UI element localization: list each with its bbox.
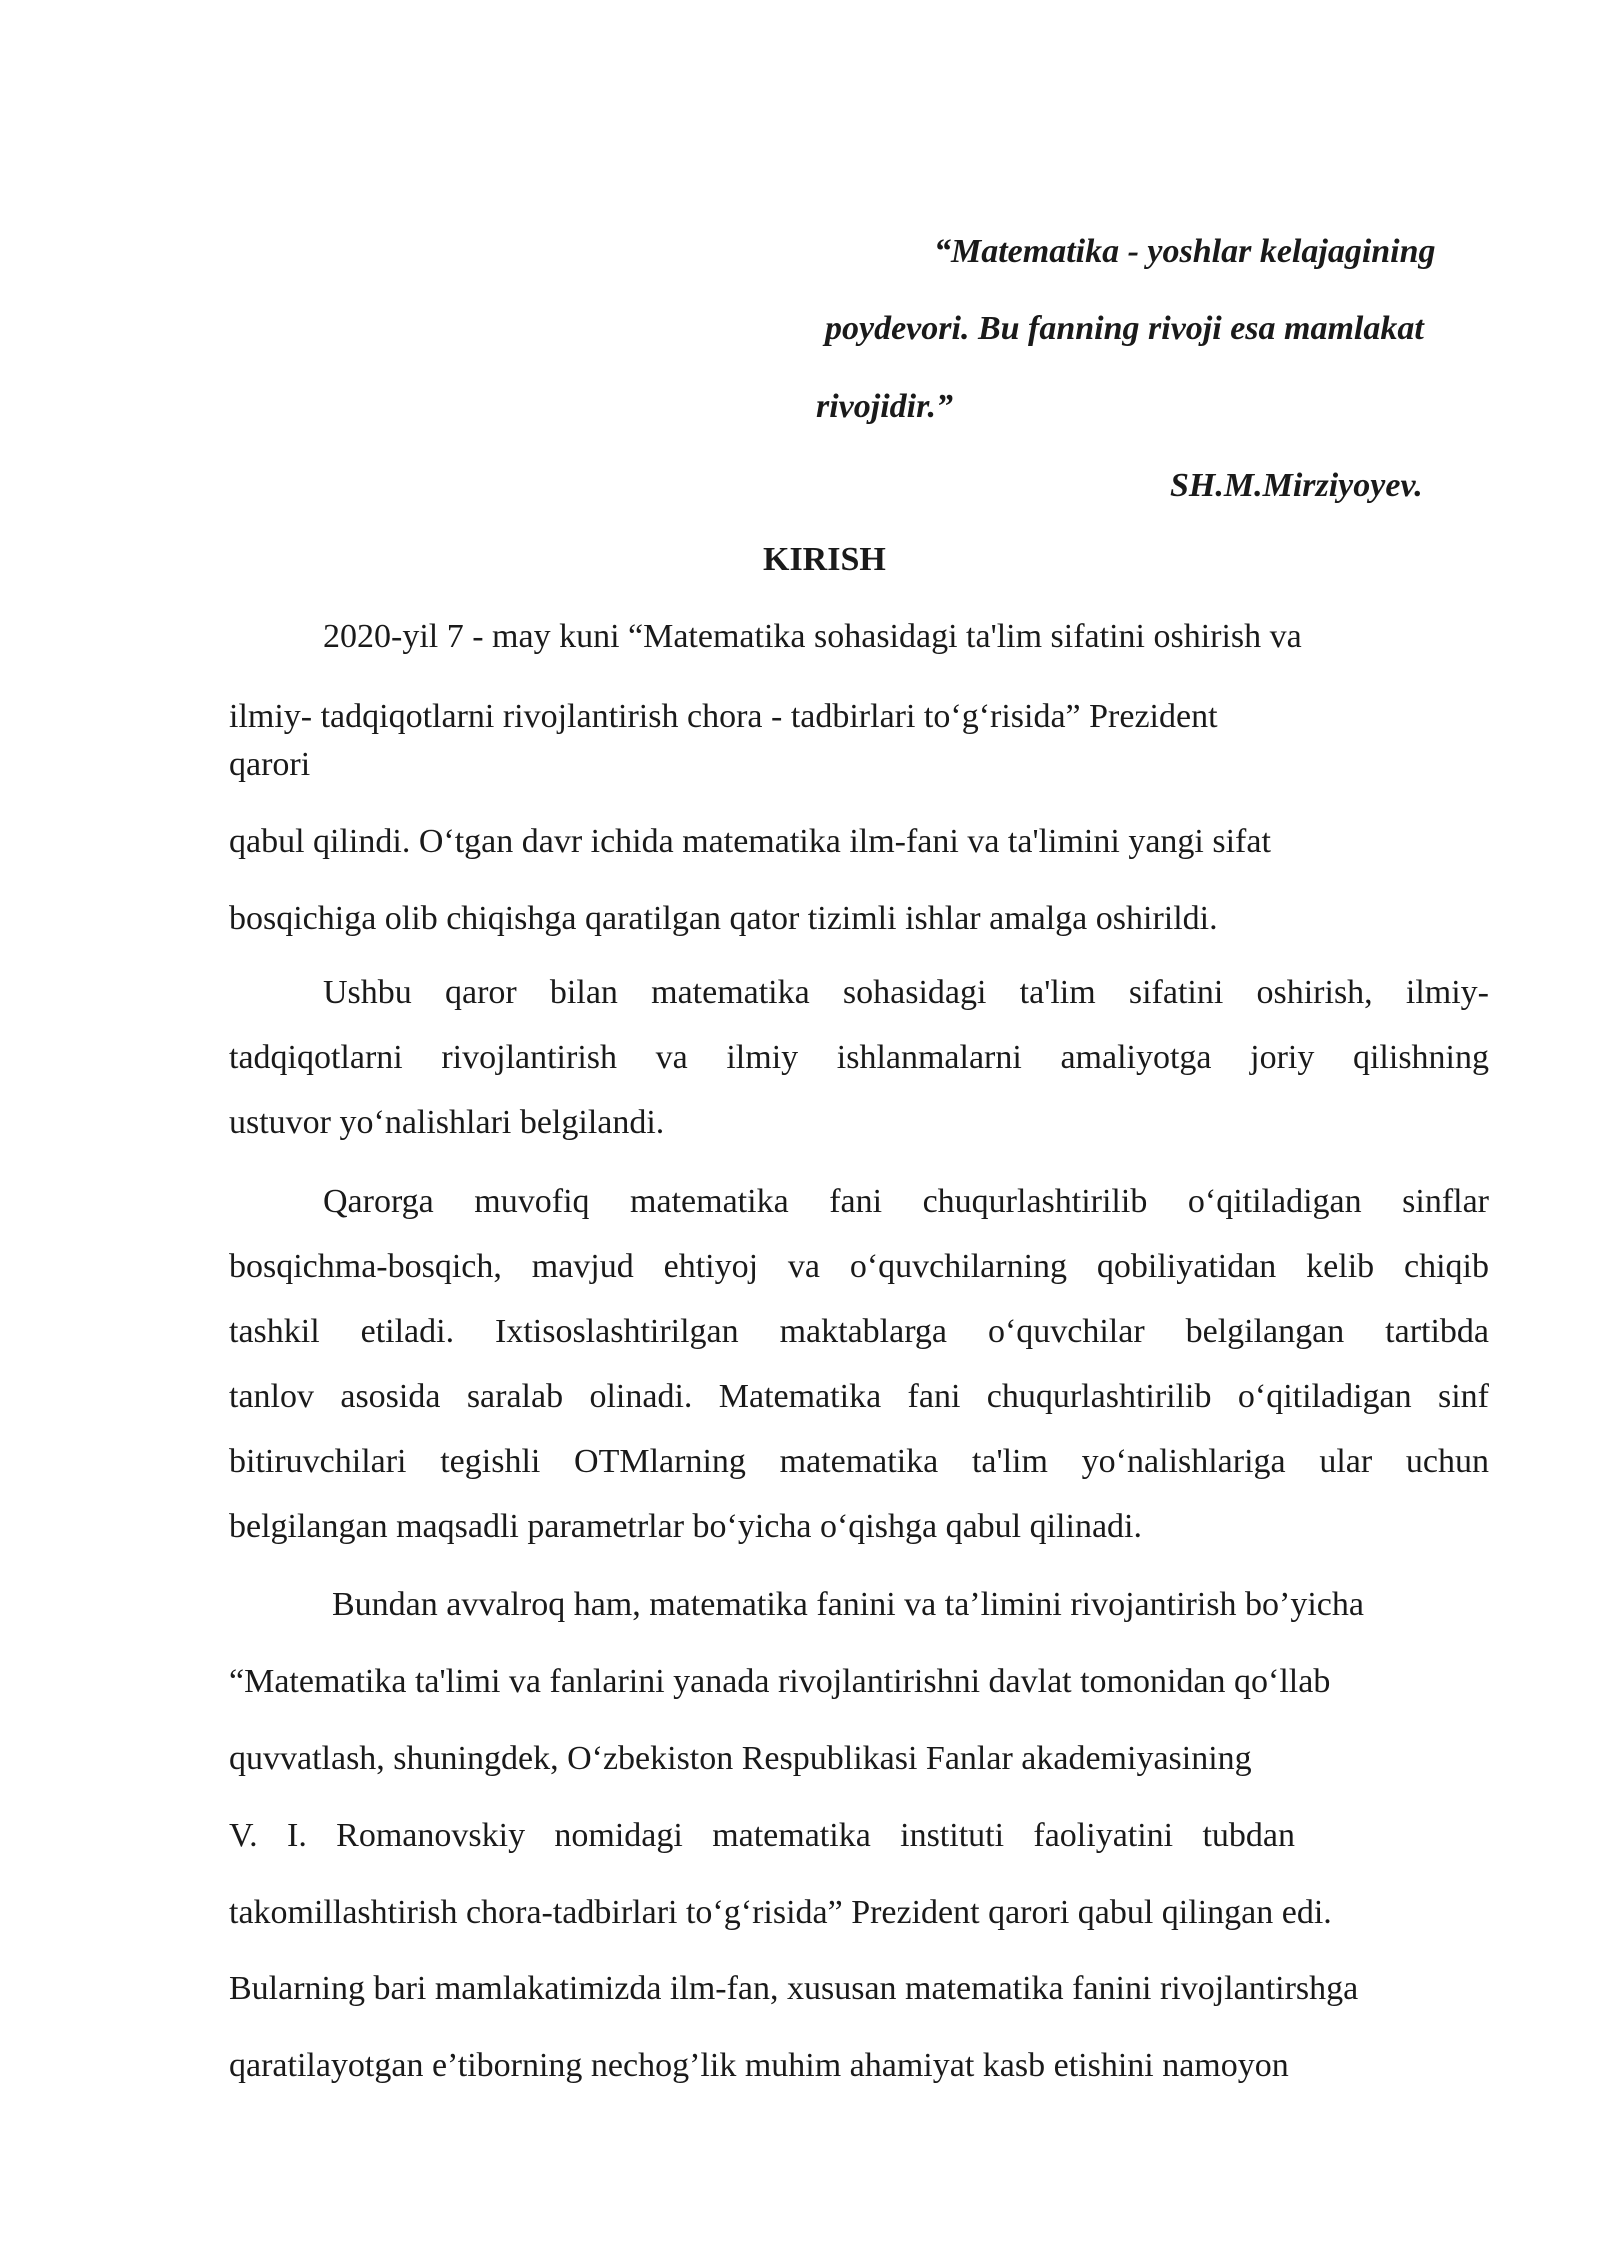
paragraph-line: bosqichiga olib chiqishga qaratilgan qator tizimli ishlar amalga oshirildi. bbox=[229, 900, 1218, 937]
paragraph-line: Qarorga muvofiq matematika fani chuqurlashtirilib o‘qitiladigan sinflar bbox=[323, 1183, 1489, 1220]
paragraph-line: tanlov asosida saralab olinadi. Matematika fani chuqurlashtirilib o‘qitiladigan sinf bbox=[229, 1378, 1489, 1415]
paragraph-line: bosqichma-bosqich, mavjud ehtiyoj va o‘quvchilarning qobiliyatidan kelib chiqib bbox=[229, 1248, 1489, 1285]
section-heading: KIRISH bbox=[763, 541, 886, 578]
paragraph-line: belgilangan maqsadli parametrlar bo‘yicha o‘qishga qabul qilinadi. bbox=[229, 1508, 1142, 1545]
paragraph-line: V. I. Romanovskiy nomidagi matematika instituti faoliyatini tubdan bbox=[229, 1817, 1295, 1854]
paragraph-line: Bundan avvalroq ham, matematika fanini va ta’limini rivojantirish bo’yicha bbox=[332, 1586, 1364, 1623]
paragraph-line: “Matematika ta'limi va fanlarini yanada rivojlantirishni davlat tomonidan qo‘llab bbox=[229, 1663, 1331, 1700]
paragraph-line: ustuvor yo‘nalishlari belgilandi. bbox=[229, 1104, 665, 1141]
paragraph-line: 2020-yil 7 - may kuni “Matematika sohasidagi ta'lim sifatini oshirish va bbox=[323, 618, 1302, 655]
epigraph-line: “Matematika - yoshlar kelajagining bbox=[934, 233, 1436, 270]
paragraph-line: ilmiy- tadqiqotlarni rivojlantirish chora - tadbirlari to‘g‘risida” Prezident bbox=[229, 698, 1218, 735]
paragraph-line: qarori bbox=[229, 746, 311, 783]
paragraph-line: bitiruvchilari tegishli OTMlarning matematika ta'lim yo‘nalishlariga ular uchun bbox=[229, 1443, 1489, 1480]
epigraph-author: SH.M.Mirziyoyev. bbox=[1170, 467, 1423, 504]
paragraph-line: tashkil etiladi. Ixtisoslashtirilgan maktablarga o‘quvchilar belgilangan tartibda bbox=[229, 1313, 1489, 1350]
paragraph-line: tadqiqotlarni rivojlantirish va ilmiy ishlanmalarni amaliyotga joriy qilishning bbox=[229, 1039, 1489, 1076]
paragraph-line: Bularning bari mamlakatimizda ilm-fan, xususan matematika fanini rivojlantirshga bbox=[229, 1970, 1359, 2007]
paragraph-line: quvvatlash, shuningdek, O‘zbekiston Respublikasi Fanlar akademiyasining bbox=[229, 1740, 1252, 1777]
paragraph-line: Ushbu qaror bilan matematika sohasidagi ta'lim sifatini oshirish, ilmiy- bbox=[323, 974, 1489, 1011]
paragraph-line: takomillashtirish chora-tadbirlari to‘g‘risida” Prezident qarori qabul qilingan edi. bbox=[229, 1894, 1332, 1931]
paragraph-line: qabul qilindi. O‘tgan davr ichida matematika ilm-fani va ta'limini yangi sifat bbox=[229, 823, 1271, 860]
paragraph-line: qaratilayotgan e’tiborning nechog’lik muhim ahamiyat kasb etishini namoyon bbox=[229, 2047, 1289, 2084]
epigraph-line: poydevori. Bu fanning rivoji esa mamlakat bbox=[825, 310, 1424, 347]
epigraph-line: rivojidir.” bbox=[816, 388, 953, 425]
